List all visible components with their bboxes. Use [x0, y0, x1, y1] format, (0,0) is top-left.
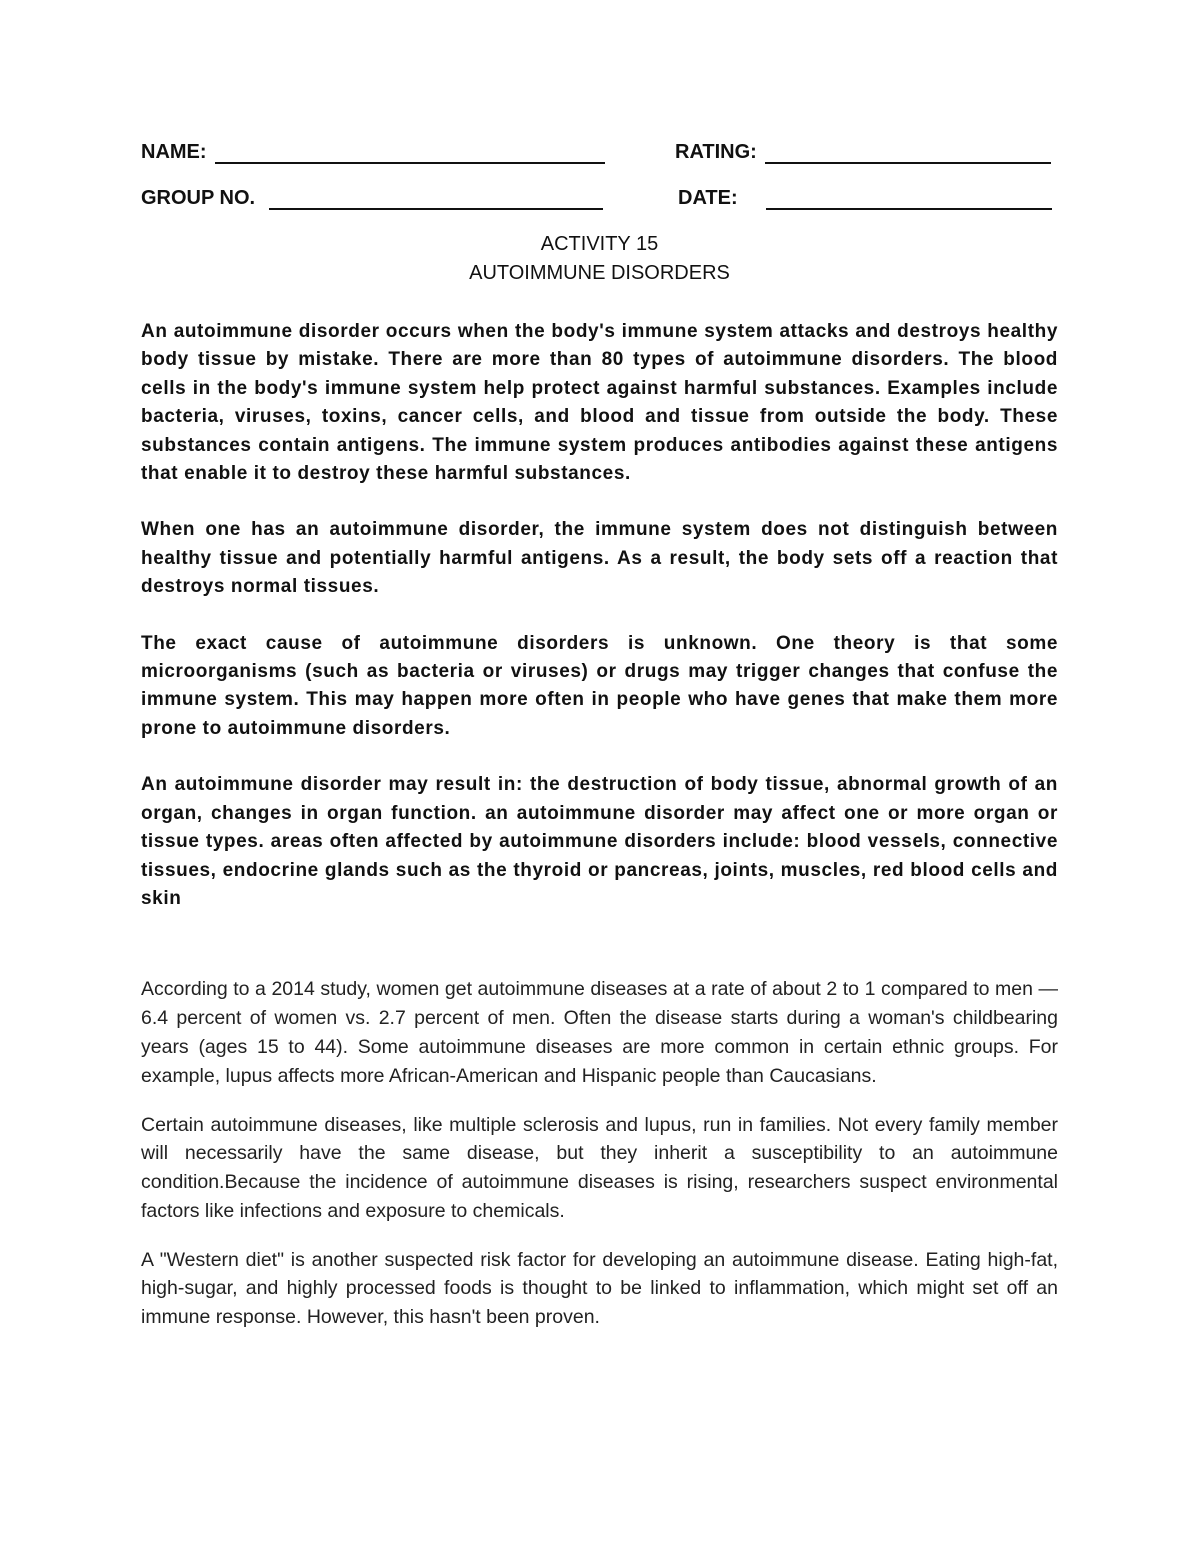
group-label: GROUP NO.	[141, 187, 256, 209]
name-field	[141, 140, 605, 164]
group-field	[141, 186, 603, 210]
regular-paragraph: Certain autoimmune diseases, like multiple sclerosis and lupus, run in families. Not every family member will necessarily have the same disease, but they inherit a susceptibility to an autoimmune condition.Because the incidence of autoimmune diseases is rising, researchers suspect environmental factors like infections and exposure to chemicals.	[141, 1113, 1058, 1222]
bold-paragraph: An autoimmune disorder may result in: the destruction of body tissue, abnormal growth of an organ, changes in organ function. an autoimmune disorder may affect one or more organ or tissue types. areas often affected by autoimmune disorders include: blood vessels, connective tissues, endocrine glands such as the thyroid or pancreas, joints, muscles, red blood cells and skin	[141, 774, 1058, 909]
activity-title: ACTIVITY 15	[540, 233, 659, 255]
page-content	[141, 140, 1058, 1352]
bold-paragraph: The exact cause of autoimmune disorders is unknown. One theory is that some microorganisms (such as bacteria or viruses) or drugs may trigger changes that confuse the immune system. This may happen more often in people who have genes that make them more prone to autoimmune disorders.	[141, 632, 1058, 739]
header-row-2	[141, 186, 1058, 232]
date-blank-line	[766, 188, 1052, 210]
rating-label: RATING:	[675, 141, 757, 163]
bold-text-section	[141, 318, 1058, 913]
name-label: NAME:	[141, 141, 207, 163]
regular-text-section	[141, 975, 1058, 1332]
rating-field	[675, 140, 1051, 164]
bold-paragraph: When one has an autoimmune disorder, the immune system does not distinguish between healthy tissue and potentially harmful antigens. As a result, the body sets off a reaction that destroys normal tissues.	[141, 519, 1058, 598]
topic-title: AUTOIMMUNE DISORDERS	[469, 262, 730, 284]
header-row-1	[141, 140, 1058, 186]
date-label: DATE:	[678, 187, 738, 209]
date-field	[678, 186, 1052, 210]
bold-paragraph: An autoimmune disorder occurs when the body's immune system attacks and destroys healthy body tissue by mistake. There are more than 80 types of autoimmune disorders. The blood cells in the body's immune system help protect against harmful substances. Examples include bacteria, viruses, toxins, cancer cells, and blood and tissue from outside the body. These substances contain antigens. The immune system produces antibodies against these antigens that enable it to destroy these harmful substances.	[141, 321, 1058, 485]
regular-paragraph: According to a 2014 study, women get autoimmune diseases at a rate of about 2 to 1 compared to men — 6.4 percent of women vs. 2.7 percent of men. Often the disease starts during a woman's childbearing years (ages 15 to 44). Some autoimmune diseases are more common in certain ethnic groups. For example, lupus affects more African-American and Hispanic people than Caucasians.	[141, 978, 1058, 1087]
rating-blank-line	[765, 142, 1051, 164]
title-block	[141, 230, 1058, 288]
group-blank-line	[269, 188, 603, 210]
name-blank-line	[215, 142, 605, 164]
regular-paragraph: A "Western diet" is another suspected risk factor for developing an autoimmune disease. Eating high-fat, high-sugar, and highly processed foods is thought to be linked to inflammation, which might set off an immune response. However, this hasn't been proven.	[141, 1248, 1058, 1329]
